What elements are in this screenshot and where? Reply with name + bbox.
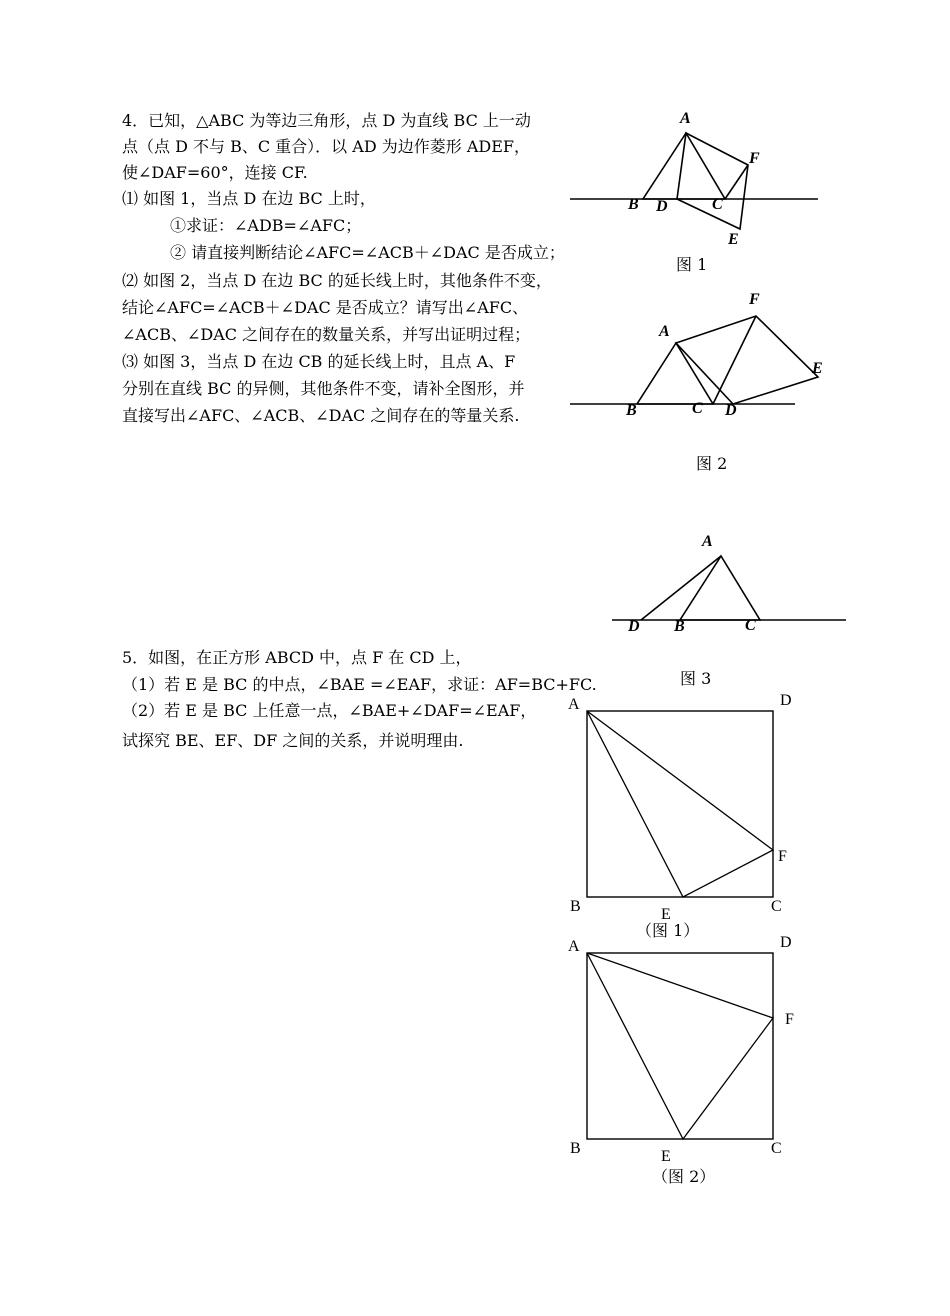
p5-line: （2）若 E 是 BC 上任意一点，∠BAE+∠DAF=∠EAF， [122, 701, 537, 720]
p4-line: 分别在直线 BC 的异侧，其他条件不变，请补全图形，并 [122, 379, 525, 398]
point-label-d: D [656, 198, 668, 215]
point-label-f: F [749, 150, 760, 167]
figure-caption: （图 1） [636, 921, 700, 940]
figure-caption: 图 2 [696, 454, 728, 473]
p4-line: ∠ACB、∠DAC 之间存在的数量关系，并写出证明过程； [122, 325, 531, 344]
figure-caption: （图 2） [652, 1167, 716, 1186]
p4-line: 4．已知，△ABC 为等边三角形，点 D 为直线 BC 上一动 [122, 111, 531, 130]
p4-line: 使∠DAF=60°，连接 CF. [122, 163, 308, 182]
point-label-c: C [771, 898, 782, 915]
point-label-d: D [628, 618, 640, 635]
p4-line: ①求证：∠ADB=∠AFC； [170, 216, 362, 235]
p4-line: 结论∠AFC=∠ACB＋∠DAC 是否成立？请写出∠AFC、 [122, 298, 529, 317]
point-label-d: D [780, 692, 792, 709]
point-label-d: D [780, 934, 792, 951]
point-label-b: B [626, 402, 637, 419]
point-label-e: E [661, 1148, 671, 1165]
point-label-a: A [702, 533, 713, 550]
point-label-d: D [725, 402, 737, 419]
p5-line: 试探究 BE、EF、DF 之间的关系，并说明理由. [122, 731, 464, 750]
point-label-b: B [570, 898, 581, 915]
point-label-a: A [680, 110, 691, 127]
point-label-b: B [628, 196, 639, 213]
point-label-e: E [812, 360, 823, 377]
p5-line: （1）若 E 是 BC 的中点，∠BAE =∠EAF，求证：AF=BC+FC. [122, 675, 597, 694]
point-label-a: A [659, 323, 670, 340]
point-label-a: A [568, 938, 580, 955]
point-label-f: F [785, 1011, 794, 1028]
point-label-f: F [749, 291, 760, 308]
point-label-f: F [778, 848, 787, 865]
point-label-c: C [745, 617, 756, 634]
p4-line: 直接写出∠AFC、∠ACB、∠DAC 之间存在的等量关系. [122, 406, 520, 425]
point-label-c: C [771, 1140, 782, 1157]
p4-line: ② 请直接判断结论∠AFC=∠ACB＋∠DAC 是否成立； [170, 243, 565, 262]
point-label-e: E [728, 231, 739, 248]
point-label-c: C [712, 196, 723, 213]
p4-line: ⑴ 如图 1，当点 D 在边 BC 上时， [122, 189, 376, 208]
p4-line: 点（点 D 不与 B、C 重合）．以 AD 为边作菱形 ADEF， [122, 137, 530, 156]
figure-caption: 图 3 [680, 669, 712, 688]
point-label-c: C [692, 400, 703, 417]
p4-line: ⑶ 如图 3，当点 D 在边 CB 的延长线上时，且点 A、F [122, 352, 516, 371]
p4-line: ⑵ 如图 2，当点 D 在边 BC 的延长线上时，其他条件不变， [122, 271, 552, 290]
point-label-a: A [568, 696, 580, 713]
point-label-b: B [674, 618, 685, 635]
p5-line: 5．如图，在正方形 ABCD 中，点 F 在 CD 上， [122, 648, 472, 667]
point-label-e: E [661, 906, 671, 923]
point-label-b: B [570, 1140, 581, 1157]
figure-caption: 图 1 [676, 255, 708, 274]
